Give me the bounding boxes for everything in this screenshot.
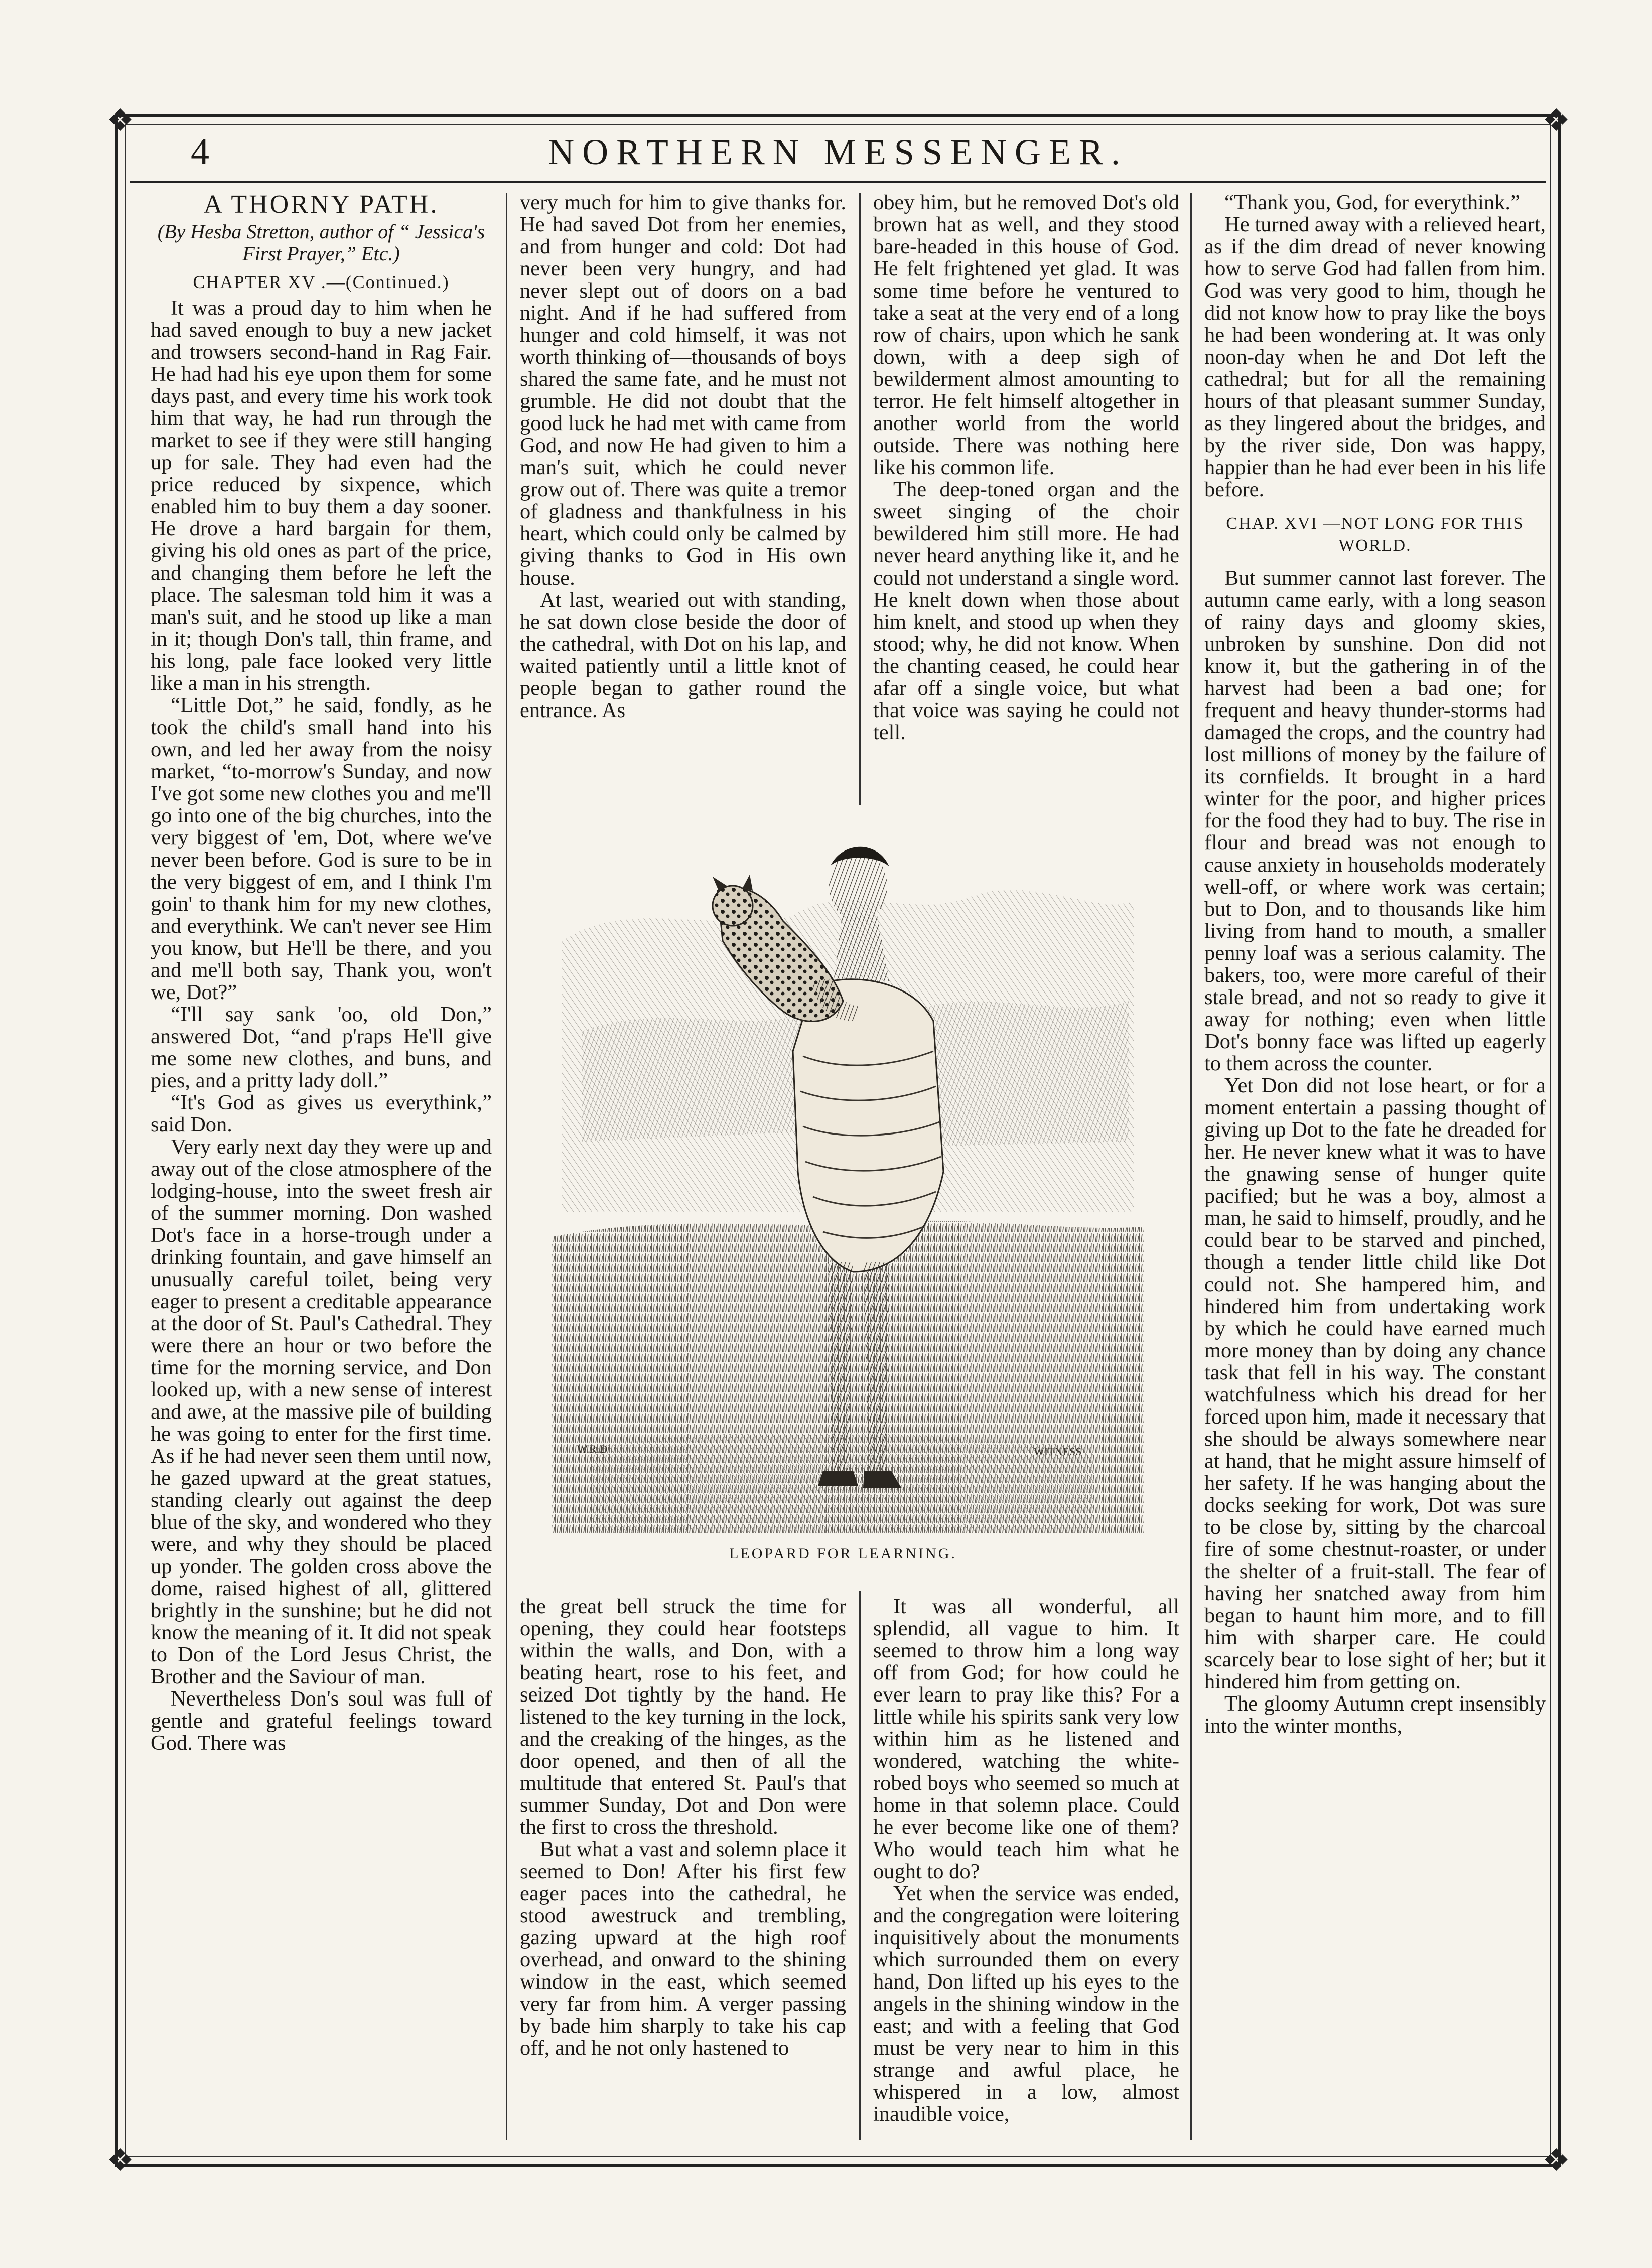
corner-ornament-icon: ❖ <box>106 102 134 138</box>
col1-text <box>151 297 492 1754</box>
svg-text:WITNESS: WITNESS <box>1034 1445 1082 1458</box>
story-title: A THORNY PATH. <box>203 190 439 219</box>
paragraph: “I'll say sank 'oo, old Don,” answered Dot, “and p'raps He'll give me some new clothes, and buns, and pies, and a pritty lady doll.” <box>151 1003 492 1092</box>
col3-top-text <box>873 192 1179 744</box>
paragraph: very much for him to give thanks for. He had saved Dot from her enemies, and from hunger and cold: Dot had never been very hungry, and had never slept out of doors on a bad night. And if he had suffered from hunger and cold himself, it was not worth thinking of—thousands of boys shared the same fate, and he must not grumble. He did not doubt that the good luck he had met with came from God, and now He had given to him a man's suit, which he could never grow out of. There was quite a tremor of gladness and thankfulness in his heart, which could only be calmed by giving thanks to God in His own house. <box>520 191 846 590</box>
page-header <box>130 125 1546 183</box>
paragraph: Nevertheless Don's soul was full of gentle and grateful feelings toward God. There was <box>151 1687 492 1755</box>
paragraph: “Thank you, God, for everythink.” <box>1224 191 1520 214</box>
paragraph: “Little Dot,” he said, fondly, as he took the child's small hand into his own, and led her away from the noisy market, “to-morrow's Sunday, and now I've got some new clothes you and me'll go into one of the big churches, into the very biggest of 'em, Dot, where we've never been before. God is sure to be in the very biggest of em, and I think I'm goin' to thank him for my new clothes, and everythink. We can't never see Him you know, but He'll be there, and you and me'll both say, Thank you, won't we, Dot?” <box>151 693 492 1004</box>
story-byline: (By Hesba Stretton, author of “ Jessica's First Prayer,” Etc.) <box>157 220 485 265</box>
paragraph: He turned away with a relieved heart, as if the dim dread of never knowing how to serve God had fallen from him. God was very good to him, though he did not know how to pray like the boys he had been wondering at. It was only noon-day when he and Dot left the cathedral; but for all the remaining hours of that pleasant summer Sunday, as they lingered about the bridges, and by the river side, Don was happy, happier than he had ever been in his life before. <box>1204 213 1546 501</box>
paragraph: obey him, but he removed Dot's old brown hat as well, and they stood bare-headed in this house of God. He felt frightened yet glad. It was some time before he ventured to take a seat at the very end of a long row of chairs, upon which he sank down, with a deep sigh of bewilderment almost amounting to terror. He felt himself altogether in another world from the world outside. There was nothing here like his common life. <box>873 191 1179 479</box>
col3-bottom-text <box>873 1596 1179 2125</box>
paragraph: Yet when the service was ended, and the congregation were loitering inquisitively about the monuments which surrounded them on every hand, Don lifted up his eyes to the angels in the shining window in the east; and with a feeling that God must be very near to him in this strange and awful place, he whispered in a low, almost inaudible voice, <box>873 1882 1179 2126</box>
paragraph: “It's God as gives us everythink,” said Don. <box>151 1091 492 1137</box>
column-rule <box>859 193 861 805</box>
paragraph: The gloomy Autumn crept insensibly into the winter months, <box>1204 1692 1546 1738</box>
corner-ornament-icon: ❖ <box>1542 102 1570 138</box>
col2-bottom-text <box>520 1596 846 2059</box>
paragraph: At last, wearied out with standing, he sat down close beside the door of the cathedral, with Dot on his lap, and waited patiently until a little knot of people began to gather round the entrance. As <box>520 588 846 722</box>
corner-ornament-icon: ❖ <box>1542 2142 1570 2178</box>
paragraph: Very early next day they were up and away out of the close atmosphere of the lodging-house, into the sweet fresh air of the summer morning. Don washed Dot's face in a horse-trough under a drinking fountain, and gave himself an unusually careful toilet, being very eager to present a creditable appearance at the door of St. Paul's Cathedral. They were there an hour or two before the time for the morning service, and Don looked up, with a new sense of interest and awe, at the massive pile of building he was going to enter for the first time. As if he had never seen them until now, he gazed upward at the great statues, standing clearly out against the deep blue of the sky, and wondered who they were, and why they should be placed up yonder. The golden cross above the dome, raised highest of all, glittered brightly in the sunshine; but he did not know the meaning of it. It did not speak to Don of the Lord Jesus Christ, the Brother and the Saviour of man. <box>151 1135 492 1688</box>
leopard-boy-engraving <box>532 820 1154 1543</box>
column-3-top <box>873 192 1179 744</box>
corner-ornament-icon: ❖ <box>106 2142 134 2178</box>
column-1 <box>151 190 492 1754</box>
column-2-bottom <box>520 1596 846 2059</box>
paragraph: It was a proud day to him when he had saved enough to buy a new jacket and trowsers second-hand in Rag Fair. He had had his eye upon them for some days past, and every time his work took him that way, he had run through the market to see if they were still hanging up for sale. They had even had the price reduced by sixpence, which enabled him to buy them a day sooner. He drove a hard bargain for them, giving his old ones as part of the price, and changing them before he left the place. The salesman told him it was a man's suit, and he stood up like a man in it; though Don's tall, thin frame, and his long, pale face looked very little like a man in his strength. <box>151 296 492 695</box>
column-rule <box>1190 193 1192 2140</box>
col2-top-text <box>520 192 846 722</box>
paragraph: The deep-toned organ and the sweet singing of the choir bewildered him still more. He had never heard anything like it, and he could not understand a single word. He knelt down when those about him knelt, and stood up when they stood; why, he did not know. When the chanting ceased, he could hear afar off a single voice, but what that voice was saying he could not tell. <box>873 478 1179 744</box>
column-4 <box>1204 192 1546 1737</box>
svg-text:W.R.D: W.R.D <box>577 1443 608 1455</box>
column-3-bottom <box>873 1596 1179 2125</box>
paragraph: It was all wonderful, all splendid, all vague to him. It seemed to throw him a long way off from God; for how could he ever learn to pray like this? For a little while his spirits sank very low within him as he listened and wondered, watching the white-robed boys who seemed so much at home in that solemn place. Could he ever become like one of them? Who would teach him what he ought to do? <box>873 1595 1179 1883</box>
figure-caption: LEOPARD FOR LEARNING. <box>729 1545 957 1562</box>
chapter-heading: CHAPTER XV .—(Continued.) <box>193 272 450 292</box>
masthead-title: NORTHERN MESSENGER. <box>548 132 1128 172</box>
chapter16-heading: CHAP. XVI —NOT LONG FOR THIS WORLD. <box>1226 514 1524 555</box>
col4-bottom-text <box>1204 567 1546 1737</box>
paragraph: But what a vast and solemn place it seemed to Don! After his first few eager paces into the cathedral, he stood awestruck and trembling, gazing upward at the high roof overhead, and onward to the shining window in the east, which seemed very far from him. A verger passing by bade him sharply to take his cap off, and he not only hastened to <box>520 1837 846 2060</box>
col4-top-text <box>1204 192 1546 501</box>
engraving-figure <box>532 820 1154 1568</box>
column-rule <box>506 193 507 2140</box>
paragraph: the great bell struck the time for opening, they could hear footsteps within the walls, and Don, with a beating heart, rose to his feet, and seized Dot tightly by the hand. He listened to the key turning in the lock, and the creaking of the hinges, as the door opened, and then of all the multitude that entered St. Paul's that summer Sunday, Dot and Don were the first to cross the threshold. <box>520 1595 846 1839</box>
paragraph: But summer cannot last forever. The autumn came early, with a long season of rainy days and gloomy skies, unbroken by sunshine. Don did not know it, but the gathering in of the harvest had been a bad one; for frequent and heavy thunder-storms had damaged the crops, and the country had lost millions of money by the failure of its cornfields. It brought in a hard winter for the poor, and higher prices for the food they had to buy. The rise in flour and bread was not enough to cause anxiety in households moderately well-off, or where work was certain; but to Don, and to thousands like him living from hand to mouth, a smaller penny loaf was a serious calamity. The bakers, too, were more careful of their stale bread, and not so ready to give it away for nothing; even when little Dot's bonny face was lifted up eagerly to them across the counter. <box>1204 566 1546 1075</box>
paragraph: Yet Don did not lose heart, or for a moment entertain a passing thought of giving up Dot to the fate he dreaded for her. He never knew what it was to have the gnawing sense of hunger quite pacified; but he was a boy, almost a man, he said to himself, proudly, and he could bear to be starved and pinched, though a tender little child like Dot could not. She hampered him, and hindered him from undertaking work by which he could have earned much more money than by doing any chance task that fell in his way. The constant watchfulness which his dread for her forced upon him, made it necessary that she should be always somewhere near at hand, that he might assure himself of her safety. If he was hanging about the docks seeking for work, Dot was sure to be close by, sitting by the charcoal fire of some chestnut-roaster, or under the shelter of a fruit-stall. The fear of having her snatched away from him began to haunt him more, and to fill him with sharper care. He could scarcely bear to lose sight of her; but it hindered him from getting on. <box>1204 1074 1546 1693</box>
page-number: 4 <box>191 131 209 172</box>
column-rule <box>859 1591 861 2140</box>
column-2-top <box>520 192 846 722</box>
